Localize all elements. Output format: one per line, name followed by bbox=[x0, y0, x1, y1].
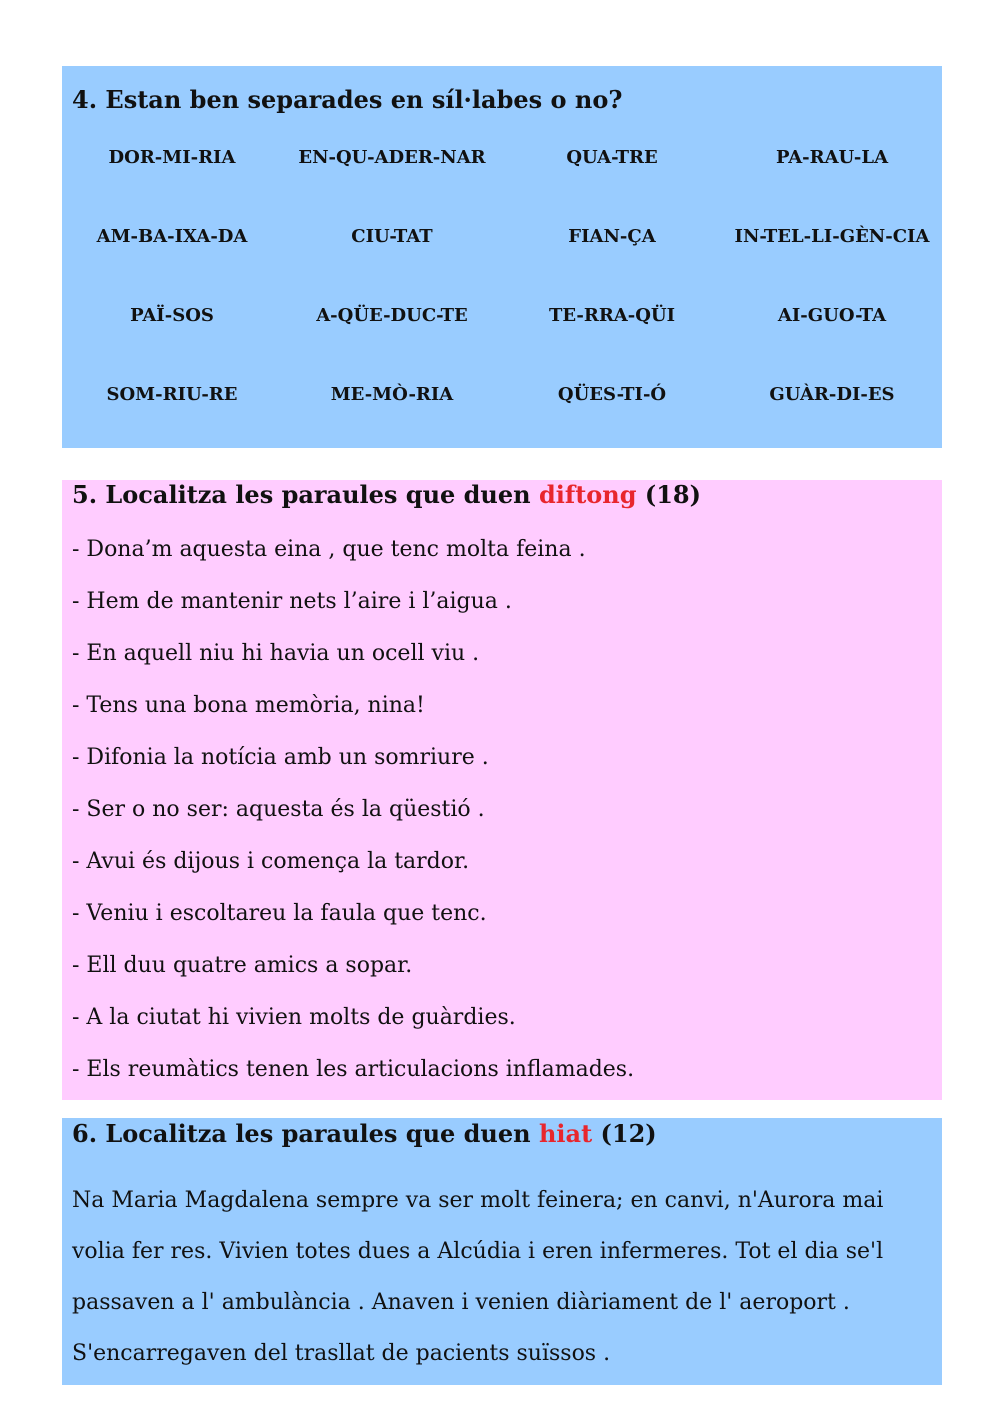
sentence-item: - Dona’m aquesta eina , que tenc molta feina . bbox=[72, 537, 586, 562]
sentence-item: - Ser o no ser: aquesta és la qüestió . bbox=[72, 797, 485, 822]
syllable-row bbox=[62, 217, 942, 296]
syllable-grid bbox=[62, 138, 942, 454]
sentence-item: - Avui és dijous i comença la tardor. bbox=[72, 849, 470, 874]
syllable-word: ME-MÒ-RIA bbox=[330, 384, 454, 405]
syllable-word: SOM-RIU-RE bbox=[106, 384, 238, 405]
sentence-item: - Difonia la notícia amb un somriure . bbox=[72, 745, 489, 770]
sentence-item: - Ell duu quatre amics a sopar. bbox=[72, 953, 413, 978]
syllable-row bbox=[62, 138, 942, 217]
syllable-word: EN-QU-ADER-NAR bbox=[298, 147, 486, 168]
syllable-word: AM-BA-IXA-DA bbox=[96, 226, 248, 247]
syllable-word: IN-TEL-LI-GÈN-CIA bbox=[734, 226, 930, 247]
paragraph-line: passaven a l' ambulància . Anaven i venien diàriament de l' aeroport . bbox=[72, 1290, 850, 1315]
syllable-row bbox=[62, 296, 942, 375]
exercise-6-box bbox=[62, 1118, 942, 1385]
syllable-word: TE-RRA-QÜI bbox=[548, 305, 676, 326]
sentence-item: - Hem de mantenir nets l’aire i l’aigua . bbox=[72, 589, 512, 614]
exercise-4-title: 4. Estan ben separades en síl·labes o no? bbox=[72, 85, 623, 114]
exercise-6-paragraph bbox=[72, 1175, 934, 1379]
exercise-6-title bbox=[72, 1119, 657, 1148]
syllable-word: PA-RAU-LA bbox=[775, 147, 889, 168]
exercise-6-title-keyword: hiat bbox=[538, 1119, 593, 1148]
exercise-5-title-prefix: 5. Localitza les paraules que duen bbox=[72, 480, 539, 509]
syllable-word: QUA-TRE bbox=[566, 147, 658, 168]
paragraph-line: S'encarregaven del trasllat de pacients suïssos . bbox=[72, 1341, 611, 1366]
exercise-4-box bbox=[62, 66, 942, 448]
exercise-5-box bbox=[62, 480, 942, 1100]
syllable-word: AI-GUO-TA bbox=[777, 305, 887, 326]
sentence-item: - A la ciutat hi vivien molts de guàrdies. bbox=[72, 1005, 516, 1030]
syllable-word: GUÀR-DI-ES bbox=[769, 384, 895, 405]
syllable-word: CIU-TAT bbox=[351, 226, 433, 247]
exercise-6-title-count: (12) bbox=[592, 1119, 657, 1148]
exercise-5-title-keyword: diftong bbox=[538, 480, 637, 509]
syllable-word: A-QÜE-DUC-TE bbox=[316, 305, 468, 326]
syllable-word: PAÏ-SOS bbox=[130, 305, 214, 326]
syllable-word: QÜES-TI-Ó bbox=[557, 384, 667, 405]
exercise-5-title bbox=[72, 480, 701, 509]
syllable-row bbox=[62, 375, 942, 454]
sentence-item: - Els reumàtics tenen les articulacions inflamades. bbox=[72, 1057, 635, 1082]
paragraph-line: Na Maria Magdalena sempre va ser molt feinera; en canvi, n'Aurora mai bbox=[72, 1188, 884, 1213]
sentence-item: - Veniu i escoltareu la faula que tenc. bbox=[72, 901, 487, 926]
sentence-item: - Tens una bona memòria, nina! bbox=[72, 693, 425, 718]
exercise-6-title-prefix: 6. Localitza les paraules que duen bbox=[72, 1119, 539, 1148]
paragraph-line: volia fer res. Vivien totes dues a Alcúdia i eren infermeres. Tot el dia se'l bbox=[72, 1239, 884, 1264]
syllable-word: DOR-MI-RIA bbox=[108, 147, 236, 168]
sentence-item: - En aquell niu hi havia un ocell viu . bbox=[72, 641, 480, 666]
sentence-list bbox=[72, 524, 634, 1096]
exercise-5-title-count: (18) bbox=[636, 480, 701, 509]
syllable-word: FIAN-ÇA bbox=[568, 226, 656, 247]
